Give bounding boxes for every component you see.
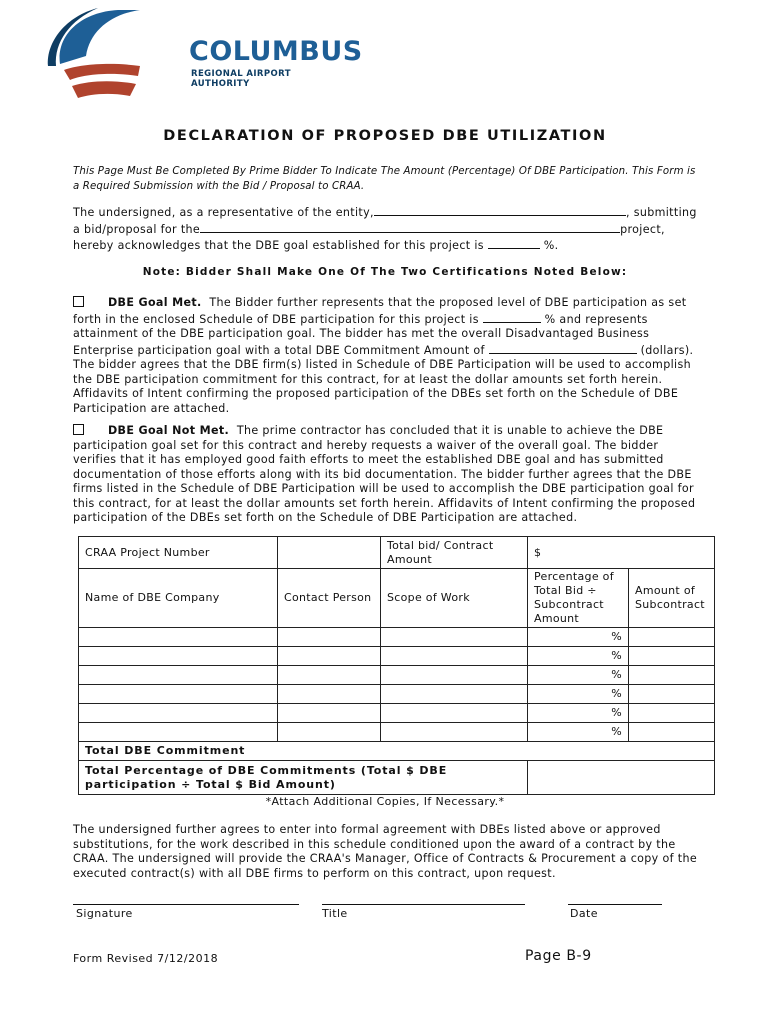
goal-met-checkbox[interactable] [73, 296, 84, 307]
dbe-goal-field[interactable] [488, 237, 540, 249]
table-row [79, 723, 715, 742]
total-percentage-row [79, 761, 715, 795]
scope-cell[interactable] [381, 647, 528, 666]
intro-line2-text: a bid/proposal for the [73, 222, 201, 236]
scope-cell[interactable] [381, 704, 528, 723]
entity-name-field[interactable] [374, 204, 626, 216]
goal-not-met-text: The prime contractor has concluded that it is unable to achieve the DBE participation goal set for this contract and hereby requests a waiver of the overall goal. The bidder verifies that it has employed good faith efforts to meet the established DBE goal and has submitted documentation of those efforts along with its bid documentation. The bidder further agrees that the DBE firms listed in the Schedule of DBE Participation will be used to accomplish the DBE participation goal for this contract, for at least the dollar amounts set forth herein. Affidavits of Intent confirming the proposed participation of the DBEs set forth on the Schedule of DBE Participation are attached. [73, 424, 696, 524]
title-label: Title [322, 907, 348, 920]
contact-cell[interactable] [278, 685, 381, 704]
percentage-cell[interactable]: % [528, 704, 629, 723]
company-cell[interactable] [79, 723, 278, 742]
total-bid-field[interactable]: $ [528, 537, 715, 569]
company-cell[interactable] [79, 666, 278, 685]
attach-note: *Attach Additional Copies, If Necessary.* [265, 795, 505, 808]
commitment-amount-field[interactable] [489, 342, 637, 354]
percentage-cell[interactable]: % [528, 723, 629, 742]
project-number-field[interactable] [278, 537, 381, 569]
scope-cell[interactable] [381, 666, 528, 685]
col-company-header: Name of DBE Company [79, 569, 278, 628]
contact-cell[interactable] [278, 647, 381, 666]
contact-cell[interactable] [278, 723, 381, 742]
signature-field[interactable] [73, 904, 299, 905]
col-contact-header: Contact Person [278, 569, 381, 628]
logo-mark-icon [40, 6, 150, 106]
intro-line2-end: project, [620, 222, 665, 236]
scope-cell[interactable] [381, 723, 528, 742]
goal-not-met-checkbox[interactable] [73, 424, 84, 435]
scope-cell[interactable] [381, 628, 528, 647]
company-cell[interactable] [79, 647, 278, 666]
signature-label: Signature [76, 907, 133, 920]
col-percentage-header: Percentage of Total Bid ÷ Subcontract Amount [528, 569, 629, 628]
percentage-cell[interactable]: % [528, 647, 629, 666]
contact-cell[interactable] [278, 704, 381, 723]
goal-met-text-3: (dollars). The bidder agrees that the DBE firm(s) listed in Schedule of DBE Participation will be used to accomplish the DBE participation commitment for this contract, for at least the dollar amounts set forth herein. Affidavits of Intent confirming the proposed participation of the DBEs set forth on the Schedule of DBE Participation are attached. [73, 343, 694, 415]
page-title: DECLARATION OF PROPOSED DBE UTILIZATION [163, 128, 607, 144]
amount-cell[interactable] [629, 704, 715, 723]
logo-wordmark: COLUMBUS [189, 36, 363, 67]
total-percentage-field[interactable] [528, 761, 715, 795]
amount-cell[interactable] [629, 723, 715, 742]
form-revised-text: Form Revised 7/12/2018 [73, 952, 219, 965]
table-row [79, 666, 715, 685]
date-label: Date [570, 907, 598, 920]
closing-paragraph: The undersigned further agrees to enter into formal agreement with DBEs listed above or approved substitutions, for the work described in this schedule conditioned upon the award of a contract by the CRAA. The undersigned will provide the CRAA's Manager, Office of Contracts & Procurement a copy of the executed contract(s) with all DBE firms to perform on this contract, upon request. [73, 823, 698, 880]
col-amount-header: Amount of Subcontract [629, 569, 715, 628]
date-field[interactable] [568, 904, 662, 905]
page-number: Page B-9 [525, 948, 592, 964]
total-commitment-row [79, 742, 715, 761]
goal-met-text-2: % and represents attainment of the DBE participation goal. The bidder has met the overall Disadvantaged Business Enterprise participation goal with a total DBE Commitment Amount of [73, 312, 650, 357]
goal-met-heading: DBE Goal Met. [108, 296, 202, 309]
goal-met-text-1: The Bidder further represents that the proposed level of DBE participation as set forth in the enclosed Schedule of DBE participation for this project is [73, 296, 687, 326]
table-row [79, 685, 715, 704]
amount-cell[interactable] [629, 666, 715, 685]
instructions-text: This Page Must Be Completed By Prime Bidder To Indicate The Amount (Percentage) Of DBE Participation. This Form is a Required Submission with the Bid / Proposal to CRAA. [73, 166, 696, 192]
intro-line3-text: hereby acknowledges that the DBE goal established for this project is [73, 239, 484, 252]
total-percentage-label: Total Percentage of DBE Commitments (Total $ DBE participation ÷ Total $ Bid Amount) [79, 761, 528, 795]
table-row [79, 647, 715, 666]
goal-not-met-paragraph [73, 424, 703, 526]
table-row [79, 628, 715, 647]
intro-paragraph [73, 204, 703, 254]
goal-met-paragraph [73, 296, 703, 416]
total-bid-label: Total bid/ Contract Amount [381, 537, 528, 569]
intro-line1-text: The undersigned, as a representative of the entity, [73, 206, 374, 219]
percentage-cell[interactable]: % [528, 628, 629, 647]
table-row [79, 704, 715, 723]
goal-not-met-heading: DBE Goal Not Met. [108, 424, 230, 437]
logo-subtitle: REGIONAL AIRPORT AUTHORITY [191, 69, 291, 89]
project-name-field[interactable] [200, 221, 620, 233]
total-commitment-label: Total DBE Commitment [79, 742, 715, 761]
contact-cell[interactable] [278, 628, 381, 647]
amount-cell[interactable] [629, 647, 715, 666]
percentage-cell[interactable]: % [528, 685, 629, 704]
dbe-participation-table [78, 536, 715, 795]
goal-met-percent-field[interactable] [483, 311, 541, 323]
contact-cell[interactable] [278, 666, 381, 685]
percentage-cell[interactable]: % [528, 666, 629, 685]
amount-cell[interactable] [629, 685, 715, 704]
scope-cell[interactable] [381, 685, 528, 704]
company-cell[interactable] [79, 685, 278, 704]
company-cell[interactable] [79, 628, 278, 647]
title-field[interactable] [322, 904, 525, 905]
certification-note: Note: Bidder Shall Make One Of The Two Certifications Noted Below: [142, 266, 628, 278]
company-cell[interactable] [79, 704, 278, 723]
table-row [79, 537, 715, 569]
amount-cell[interactable] [629, 628, 715, 647]
intro-line3-end: %. [543, 239, 559, 252]
table-header-row [79, 569, 715, 628]
col-scope-header: Scope of Work [381, 569, 528, 628]
intro-line1-end: , submitting [625, 206, 697, 219]
craa-logo [40, 6, 363, 106]
project-number-label: CRAA Project Number [79, 537, 278, 569]
